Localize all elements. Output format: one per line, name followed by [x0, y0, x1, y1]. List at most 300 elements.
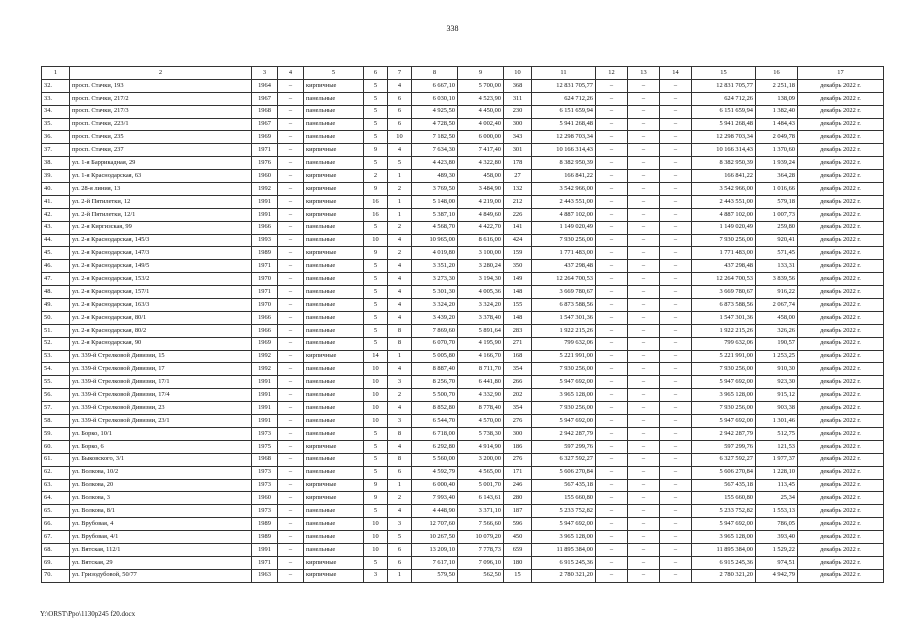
- cell-living-area: 6 143,61: [458, 492, 504, 505]
- cell-cost-owners: 7 930 256,00: [692, 234, 756, 247]
- cell-row-number: 69.: [42, 556, 70, 569]
- cell-living-area: 4 422,70: [458, 221, 504, 234]
- column-header-completion-date: 17: [798, 67, 884, 80]
- cell-address: ул. 28-я линия, 13: [70, 183, 252, 196]
- cell-year-built: 1991: [252, 195, 278, 208]
- table-row: [42, 260, 884, 273]
- cell-specific-cost: 1 382,40: [756, 105, 798, 118]
- cell-cost-owners: 12 831 705,77: [692, 79, 756, 92]
- cell-wall-material: панельные: [304, 337, 364, 350]
- cell-wall-material: панельные: [304, 466, 364, 479]
- cell-total-area: 3 439,20: [412, 311, 458, 324]
- cell-row-number: 37.: [42, 144, 70, 157]
- cell-completion-date: декабрь 2022 г.: [798, 543, 884, 556]
- cell-entrances: 4: [388, 402, 412, 415]
- cell-wall-material: панельные: [304, 505, 364, 518]
- cell-wall-material: кирпичные: [304, 569, 364, 582]
- cell-residents: 149: [504, 273, 532, 286]
- cell-floors: 5: [364, 118, 388, 131]
- cell-completion-date: декабрь 2022 г.: [798, 79, 884, 92]
- cell-cost-fund-a: –: [596, 389, 628, 402]
- cell-wall-material: кирпичные: [304, 208, 364, 221]
- cell-total-cost: 12 831 705,77: [532, 79, 596, 92]
- cell-living-area: 4 166,70: [458, 350, 504, 363]
- table-row: [42, 157, 884, 170]
- cell-cost-fund-a: –: [596, 273, 628, 286]
- cell-completion-date: декабрь 2022 г.: [798, 518, 884, 531]
- cell-cost-owners: 3 669 780,67: [692, 286, 756, 299]
- cell-cost-fund-c: –: [660, 286, 692, 299]
- cell-total-cost: 2 942 287,79: [532, 427, 596, 440]
- cell-total-cost: 11 895 384,00: [532, 543, 596, 556]
- cell-cost-fund-c: –: [660, 79, 692, 92]
- cell-residents: 266: [504, 376, 532, 389]
- cell-residents: 276: [504, 453, 532, 466]
- cell-total-area: 6 292,80: [412, 440, 458, 453]
- cell-year-built: 1991: [252, 208, 278, 221]
- cell-cost-fund-b: –: [628, 221, 660, 234]
- cell-address: ул. Врубовая, 4: [70, 518, 252, 531]
- cell-cost-fund-b: –: [628, 92, 660, 105]
- cell-cost-owners: 12 298 703,34: [692, 131, 756, 144]
- cell-cost-owners: 5 606 270,84: [692, 466, 756, 479]
- cell-cost-owners: 567 435,18: [692, 479, 756, 492]
- cell-total-area: 4 423,80: [412, 157, 458, 170]
- cell-residents: 596: [504, 518, 532, 531]
- cell-year-reconstruction: –: [278, 234, 304, 247]
- cell-year-built: 1989: [252, 518, 278, 531]
- cell-year-built: 1971: [252, 286, 278, 299]
- cell-cost-fund-b: –: [628, 286, 660, 299]
- cell-total-cost: 6 151 659,94: [532, 105, 596, 118]
- cell-living-area: 3 371,10: [458, 505, 504, 518]
- cell-address: ул. 1-я Краснодарская, 63: [70, 170, 252, 183]
- cell-year-reconstruction: –: [278, 311, 304, 324]
- cell-cost-fund-a: –: [596, 195, 628, 208]
- cell-specific-cost: 190,57: [756, 337, 798, 350]
- table-row: [42, 376, 884, 389]
- cell-year-built: 1967: [252, 118, 278, 131]
- cell-total-cost: 7 930 256,00: [532, 402, 596, 415]
- cell-row-number: 56.: [42, 389, 70, 402]
- cell-year-built: 1991: [252, 415, 278, 428]
- cell-wall-material: панельные: [304, 131, 364, 144]
- table-row: [42, 505, 884, 518]
- cell-total-cost: 7 930 256,00: [532, 234, 596, 247]
- cell-year-reconstruction: –: [278, 195, 304, 208]
- cell-entrances: 8: [388, 427, 412, 440]
- cell-entrances: 3: [388, 415, 412, 428]
- cell-address: ул. 2-й Пятилетки, 12: [70, 195, 252, 208]
- cell-row-number: 70.: [42, 569, 70, 582]
- cell-cost-fund-b: –: [628, 324, 660, 337]
- cell-completion-date: декабрь 2022 г.: [798, 389, 884, 402]
- cell-address: ул. Волкова, 10/2: [70, 466, 252, 479]
- cell-year-built: 1966: [252, 221, 278, 234]
- cell-specific-cost: 113,45: [756, 479, 798, 492]
- cell-row-number: 64.: [42, 492, 70, 505]
- cell-year-reconstruction: –: [278, 273, 304, 286]
- cell-total-area: 4 019,80: [412, 247, 458, 260]
- cell-entrances: 3: [388, 376, 412, 389]
- column-header-cost-owners: 15: [692, 67, 756, 80]
- cell-address: ул. 2-я Краснодарская, 149/5: [70, 260, 252, 273]
- cell-floors: 10: [364, 415, 388, 428]
- cell-entrances: 6: [388, 543, 412, 556]
- cell-living-area: 3 378,40: [458, 311, 504, 324]
- cell-completion-date: декабрь 2022 г.: [798, 376, 884, 389]
- table-row: [42, 466, 884, 479]
- cell-cost-fund-a: –: [596, 453, 628, 466]
- cell-year-reconstruction: –: [278, 363, 304, 376]
- cell-total-area: 10 965,00: [412, 234, 458, 247]
- table-header-row: [42, 67, 884, 80]
- cell-cost-owners: 7 930 256,00: [692, 402, 756, 415]
- cell-year-built: 1991: [252, 376, 278, 389]
- cell-wall-material: панельные: [304, 105, 364, 118]
- cell-wall-material: кирпичные: [304, 479, 364, 492]
- cell-address: ул. 2-я Краснодарская, 80/2: [70, 324, 252, 337]
- cell-year-reconstruction: –: [278, 440, 304, 453]
- cell-wall-material: панельные: [304, 260, 364, 273]
- cell-cost-fund-c: –: [660, 505, 692, 518]
- cell-total-cost: 5 221 991,00: [532, 350, 596, 363]
- cell-cost-fund-c: –: [660, 221, 692, 234]
- cell-row-number: 62.: [42, 466, 70, 479]
- cell-address: ул. 339-й Стрелковой Дивизии, 17: [70, 363, 252, 376]
- cell-year-built: 1993: [252, 234, 278, 247]
- cell-total-area: 6 544,70: [412, 415, 458, 428]
- cell-wall-material: панельные: [304, 389, 364, 402]
- cell-cost-owners: 155 660,80: [692, 492, 756, 505]
- cell-cost-fund-a: –: [596, 157, 628, 170]
- cell-floors: 3: [364, 569, 388, 582]
- cell-cost-fund-c: –: [660, 440, 692, 453]
- cell-specific-cost: 1 007,73: [756, 208, 798, 221]
- cell-living-area: 5 001,70: [458, 479, 504, 492]
- cell-cost-fund-b: –: [628, 350, 660, 363]
- cell-specific-cost: 133,31: [756, 260, 798, 273]
- cell-completion-date: декабрь 2022 г.: [798, 427, 884, 440]
- cell-year-built: 1970: [252, 273, 278, 286]
- column-header-year-built: 3: [252, 67, 278, 80]
- cell-completion-date: декабрь 2022 г.: [798, 492, 884, 505]
- cell-entrances: 4: [388, 440, 412, 453]
- cell-row-number: 59.: [42, 427, 70, 440]
- cell-cost-fund-a: –: [596, 402, 628, 415]
- cell-residents: 132: [504, 183, 532, 196]
- cell-cost-fund-a: –: [596, 247, 628, 260]
- table-row: [42, 234, 884, 247]
- cell-total-area: 8 256,70: [412, 376, 458, 389]
- cell-specific-cost: 326,26: [756, 324, 798, 337]
- cell-total-area: 3 351,20: [412, 260, 458, 273]
- cell-specific-cost: 364,28: [756, 170, 798, 183]
- cell-wall-material: панельные: [304, 234, 364, 247]
- cell-specific-cost: 786,05: [756, 518, 798, 531]
- cell-total-area: 6 718,00: [412, 427, 458, 440]
- table-row: [42, 170, 884, 183]
- cell-total-cost: 5 606 270,84: [532, 466, 596, 479]
- cell-cost-fund-b: –: [628, 518, 660, 531]
- cell-cost-fund-a: –: [596, 324, 628, 337]
- cell-entrances: 4: [388, 363, 412, 376]
- cell-cost-fund-a: –: [596, 492, 628, 505]
- cell-living-area: 7 096,10: [458, 556, 504, 569]
- cell-entrances: 5: [388, 531, 412, 544]
- cell-entrances: 2: [388, 221, 412, 234]
- column-header-floors: 6: [364, 67, 388, 80]
- cell-cost-fund-c: –: [660, 311, 692, 324]
- cell-row-number: 65.: [42, 505, 70, 518]
- cell-year-reconstruction: –: [278, 118, 304, 131]
- cell-row-number: 54.: [42, 363, 70, 376]
- cell-floors: 5: [364, 299, 388, 312]
- cell-completion-date: декабрь 2022 г.: [798, 415, 884, 428]
- cell-cost-owners: 6 915 245,36: [692, 556, 756, 569]
- cell-cost-owners: 2 780 321,20: [692, 569, 756, 582]
- cell-specific-cost: 3 839,56: [756, 273, 798, 286]
- cell-total-area: 5 387,10: [412, 208, 458, 221]
- cell-completion-date: декабрь 2022 г.: [798, 273, 884, 286]
- cell-year-reconstruction: –: [278, 131, 304, 144]
- cell-address: ул. Волкова, 8/1: [70, 505, 252, 518]
- cell-living-area: 4 332,90: [458, 389, 504, 402]
- cell-total-area: 4 448,90: [412, 505, 458, 518]
- cell-cost-fund-c: –: [660, 415, 692, 428]
- cell-row-number: 43.: [42, 221, 70, 234]
- cell-completion-date: декабрь 2022 г.: [798, 363, 884, 376]
- cell-completion-date: декабрь 2022 г.: [798, 118, 884, 131]
- cell-year-built: 1989: [252, 247, 278, 260]
- cell-cost-owners: 8 382 950,39: [692, 157, 756, 170]
- cell-residents: 354: [504, 363, 532, 376]
- cell-total-cost: 5 947 692,00: [532, 415, 596, 428]
- cell-wall-material: кирпичные: [304, 195, 364, 208]
- cell-address: ул. 339-й Стрелковой Дивизии, 15: [70, 350, 252, 363]
- cell-floors: 5: [364, 311, 388, 324]
- cell-living-area: 4 002,40: [458, 118, 504, 131]
- cell-row-number: 58.: [42, 415, 70, 428]
- cell-year-reconstruction: –: [278, 260, 304, 273]
- cell-residents: 311: [504, 92, 532, 105]
- cell-floors: 5: [364, 92, 388, 105]
- cell-wall-material: кирпичные: [304, 79, 364, 92]
- cell-cost-fund-b: –: [628, 273, 660, 286]
- cell-cost-owners: 1 771 483,00: [692, 247, 756, 260]
- cell-specific-cost: 1 529,22: [756, 543, 798, 556]
- cell-year-reconstruction: –: [278, 492, 304, 505]
- cell-entrances: 6: [388, 556, 412, 569]
- cell-floors: 10: [364, 531, 388, 544]
- cell-residents: 283: [504, 324, 532, 337]
- cell-completion-date: декабрь 2022 г.: [798, 324, 884, 337]
- cell-completion-date: декабрь 2022 г.: [798, 105, 884, 118]
- cell-cost-fund-a: –: [596, 208, 628, 221]
- cell-cost-fund-a: –: [596, 260, 628, 273]
- cell-entrances: 4: [388, 299, 412, 312]
- cell-entrances: 8: [388, 337, 412, 350]
- cell-entrances: 1: [388, 195, 412, 208]
- cell-residents: 159: [504, 247, 532, 260]
- cell-specific-cost: 2 049,78: [756, 131, 798, 144]
- cell-year-reconstruction: –: [278, 389, 304, 402]
- cell-row-number: 68.: [42, 543, 70, 556]
- cell-residents: 354: [504, 402, 532, 415]
- cell-total-cost: 5 233 752,82: [532, 505, 596, 518]
- cell-total-area: 6 070,70: [412, 337, 458, 350]
- cell-year-reconstruction: –: [278, 157, 304, 170]
- cell-entrances: 8: [388, 324, 412, 337]
- cell-living-area: 6 000,00: [458, 131, 504, 144]
- cell-residents: 15: [504, 569, 532, 582]
- cell-address: ул. 2-я Краснодарская, 80/1: [70, 311, 252, 324]
- cell-year-built: 1992: [252, 350, 278, 363]
- cell-year-reconstruction: –: [278, 479, 304, 492]
- cell-residents: 186: [504, 440, 532, 453]
- table-row: [42, 118, 884, 131]
- cell-cost-fund-c: –: [660, 402, 692, 415]
- cell-living-area: 6 441,80: [458, 376, 504, 389]
- cell-address: ул. Вятская, 112/1: [70, 543, 252, 556]
- cell-total-cost: 5 947 692,00: [532, 376, 596, 389]
- cell-entrances: 6: [388, 92, 412, 105]
- cell-living-area: 4 849,60: [458, 208, 504, 221]
- cell-completion-date: декабрь 2022 г.: [798, 569, 884, 582]
- cell-year-built: 1992: [252, 363, 278, 376]
- cell-address: ул. 339-й Стрелковой Дивизии, 23/1: [70, 415, 252, 428]
- cell-total-area: 3 324,20: [412, 299, 458, 312]
- cell-specific-cost: 2 251,18: [756, 79, 798, 92]
- cell-year-reconstruction: –: [278, 453, 304, 466]
- cell-address: просп. Стачки, 193: [70, 79, 252, 92]
- cell-living-area: 3 200,00: [458, 453, 504, 466]
- cell-cost-fund-b: –: [628, 234, 660, 247]
- cell-cost-fund-b: –: [628, 183, 660, 196]
- cell-entrances: 10: [388, 131, 412, 144]
- cell-total-cost: 597 299,76: [532, 440, 596, 453]
- table-row: [42, 569, 884, 582]
- table-row: [42, 311, 884, 324]
- cell-total-area: 10 267,50: [412, 531, 458, 544]
- cell-specific-cost: 916,22: [756, 286, 798, 299]
- cell-total-area: 6 030,10: [412, 92, 458, 105]
- cell-year-built: 1960: [252, 170, 278, 183]
- cell-cost-fund-a: –: [596, 311, 628, 324]
- cell-cost-fund-b: –: [628, 195, 660, 208]
- table-row: [42, 415, 884, 428]
- cell-cost-fund-c: –: [660, 260, 692, 273]
- cell-cost-fund-a: –: [596, 92, 628, 105]
- cell-address: ул. Быковского, 3/1: [70, 453, 252, 466]
- cell-wall-material: панельные: [304, 415, 364, 428]
- cell-row-number: 53.: [42, 350, 70, 363]
- cell-year-built: 1975: [252, 440, 278, 453]
- table-body: [42, 79, 884, 582]
- cell-total-area: 7 993,40: [412, 492, 458, 505]
- cell-floors: 10: [364, 234, 388, 247]
- cell-cost-fund-c: –: [660, 531, 692, 544]
- cell-row-number: 35.: [42, 118, 70, 131]
- cell-year-built: 1973: [252, 466, 278, 479]
- cell-floors: 2: [364, 170, 388, 183]
- cell-total-cost: 1 149 020,49: [532, 221, 596, 234]
- cell-address: ул. Гризодубовой, 50/77: [70, 569, 252, 582]
- cell-total-cost: 3 965 128,00: [532, 389, 596, 402]
- cell-residents: 246: [504, 479, 532, 492]
- cell-total-cost: 7 930 256,00: [532, 363, 596, 376]
- cell-cost-fund-a: –: [596, 234, 628, 247]
- cell-cost-fund-b: –: [628, 569, 660, 582]
- cell-year-built: 1971: [252, 556, 278, 569]
- cell-year-reconstruction: –: [278, 247, 304, 260]
- cell-cost-owners: 3 965 128,00: [692, 531, 756, 544]
- table-row: [42, 363, 884, 376]
- cell-cost-fund-b: –: [628, 415, 660, 428]
- cell-total-area: 5 005,80: [412, 350, 458, 363]
- cell-cost-owners: 437 298,48: [692, 260, 756, 273]
- cell-address: ул. Борко, 10/1: [70, 427, 252, 440]
- cell-year-built: 1973: [252, 479, 278, 492]
- cell-specific-cost: 1 301,46: [756, 415, 798, 428]
- cell-completion-date: декабрь 2022 г.: [798, 556, 884, 569]
- cell-specific-cost: 571,45: [756, 247, 798, 260]
- cell-residents: 271: [504, 337, 532, 350]
- cell-year-built: 1966: [252, 311, 278, 324]
- cell-row-number: 40.: [42, 183, 70, 196]
- cell-total-cost: 6 873 588,56: [532, 299, 596, 312]
- cell-cost-fund-a: –: [596, 440, 628, 453]
- cell-cost-fund-c: –: [660, 479, 692, 492]
- cell-total-cost: 1 547 301,36: [532, 311, 596, 324]
- cell-specific-cost: 1 553,13: [756, 505, 798, 518]
- cell-specific-cost: 1 253,25: [756, 350, 798, 363]
- cell-residents: 659: [504, 543, 532, 556]
- cell-year-reconstruction: –: [278, 286, 304, 299]
- cell-living-area: 562,50: [458, 569, 504, 582]
- table-row: [42, 518, 884, 531]
- cell-year-reconstruction: –: [278, 556, 304, 569]
- cell-floors: 5: [364, 105, 388, 118]
- cell-year-built: 1991: [252, 543, 278, 556]
- cell-year-reconstruction: –: [278, 299, 304, 312]
- cell-total-cost: 1 771 483,00: [532, 247, 596, 260]
- cell-floors: 5: [364, 221, 388, 234]
- table-row: [42, 92, 884, 105]
- cell-year-built: 1969: [252, 131, 278, 144]
- table-row: [42, 389, 884, 402]
- cell-row-number: 63.: [42, 479, 70, 492]
- cell-year-built: 1964: [252, 79, 278, 92]
- cell-year-reconstruction: –: [278, 350, 304, 363]
- cell-total-area: 12 707,60: [412, 518, 458, 531]
- cell-entrances: 4: [388, 286, 412, 299]
- cell-cost-fund-b: –: [628, 492, 660, 505]
- cell-wall-material: панельные: [304, 543, 364, 556]
- cell-total-cost: 166 841,22: [532, 170, 596, 183]
- cell-cost-fund-b: –: [628, 505, 660, 518]
- cell-cost-fund-c: –: [660, 324, 692, 337]
- cell-specific-cost: 1 484,43: [756, 118, 798, 131]
- cell-wall-material: панельные: [304, 157, 364, 170]
- table-row: [42, 531, 884, 544]
- cell-wall-material: кирпичные: [304, 170, 364, 183]
- cell-entrances: 1: [388, 170, 412, 183]
- cell-wall-material: панельные: [304, 427, 364, 440]
- cell-cost-fund-b: –: [628, 427, 660, 440]
- cell-floors: 5: [364, 131, 388, 144]
- cell-total-cost: 4 887 102,00: [532, 208, 596, 221]
